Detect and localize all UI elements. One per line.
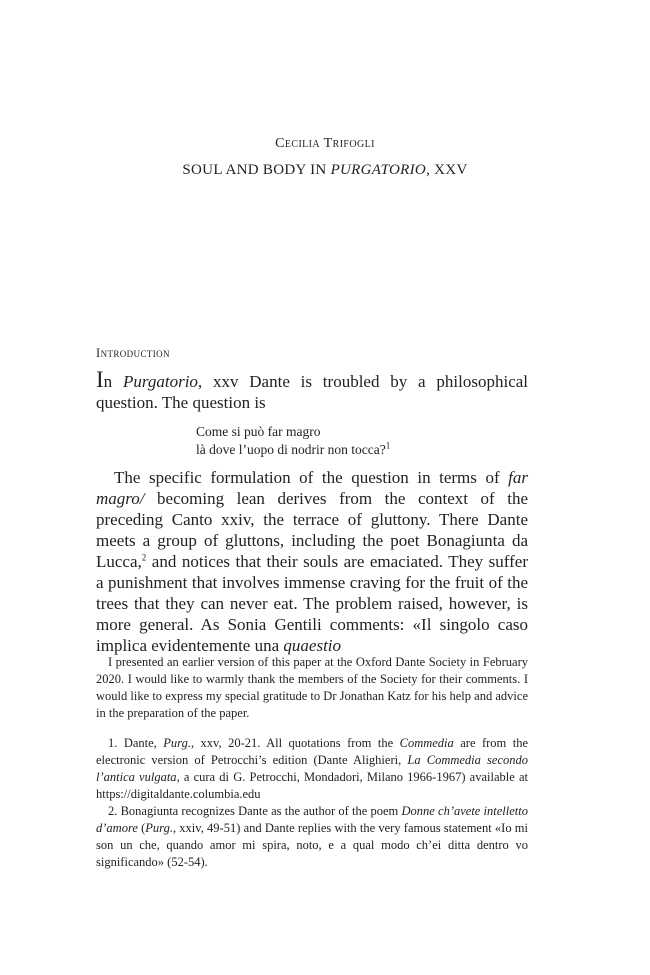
footnote-2 [96, 803, 528, 871]
quote-line-2: là dove l’uopo di nodrir non tocca? [196, 442, 386, 457]
footnote-1-italic-b: Commedia [399, 736, 454, 750]
footnote-ref-1[interactable]: 1 [385, 440, 391, 451]
paragraph-1 [96, 369, 528, 413]
paragraph-2-italic-b: quaestio [283, 636, 342, 655]
paragraph-2-text-b: becoming lean derives from the context of the preceding Canto xxiv, the terrace of gluttony. There Dante meets a group of gluttons, including the poet Bonagiunta da Lucca, [96, 489, 528, 571]
paragraph-1-italic: Purgatorio [122, 372, 198, 391]
footnote-1-italic-a: Purg. [163, 736, 191, 750]
footnote-2-text-c: , xxiv, 49-51) and Dante replies with the very famous statement «Io mi son un che, quando amor mi spira, noto, e a qual modo ch’ei ditta dentro vo significando» (52-54). [96, 821, 528, 869]
title-prefix: SOUL AND BODY IN [182, 162, 331, 178]
acknowledgement-note: I presented an earlier version of this paper at the Oxford Dante Society in February 2020. I would like to warmly thank the members of the Society for their comments. I would like to express my special gratitude to Dr Jonathan Katz for his help and advice in the preparation of the paper. [96, 655, 528, 720]
footnote-1-number: 1. [108, 736, 118, 750]
footnote-2-italic-b: Purg. [145, 821, 173, 835]
title-suffix: , XXV [426, 162, 468, 178]
section-heading: Introduction [96, 346, 170, 360]
footnote-1-text-b: , xxv, 20-21. All quotations from the [190, 736, 400, 750]
footnote-2-number: 2. [108, 804, 118, 818]
footnotes [96, 654, 528, 871]
footnote-1-text-a: Dante, [117, 736, 164, 750]
block-quote [196, 423, 390, 459]
footnote-1 [96, 735, 528, 803]
quote-line-2-wrap [196, 441, 390, 459]
footnote-1-text-d: , a cura di G. Petrocchi, Mondadori, Milano 1966-1967) available at https://digitaldante.columbia.edu [96, 770, 528, 801]
footnote-2-italic-a: Donne ch’avete intelletto d’amore [96, 804, 528, 835]
footnote-gap [96, 722, 528, 735]
drop-cap: I [96, 367, 104, 392]
paragraph-2-italic-a: far magro/ [96, 468, 528, 508]
footnote-2-text-a: Bonagiunta recognizes Dante as the author of the poem [117, 804, 402, 818]
footnote-1-text-c: are from the electronic version of Petrocchi’s edition (Dante Alighieri, [96, 736, 528, 767]
paragraph-1-text-a: n [103, 372, 123, 391]
quote-line-1: Come si può far magro [196, 424, 321, 439]
footnote-ref-2[interactable]: 2 [141, 552, 147, 563]
paragraph-2-text-a: The specific formulation of the question in terms of [114, 468, 509, 487]
paragraph-2 [96, 467, 528, 656]
title-italic: PURGATORIO [330, 162, 427, 178]
paragraph-2-text-c: and notices that their souls are emaciated. They suffer a punishment that involves immense craving for the fruit of the trees that they can never eat. The problem raised, however, is more general. As Sonia Gentili comments: «Il singolo caso implica evidentemente una [96, 552, 528, 655]
footnote-1-italic-c: La Commedia secondo l’antica vulgata [96, 753, 528, 784]
footnote-2-text-b: ( [137, 821, 146, 835]
paper-title [0, 162, 650, 179]
author-name: Cecilia Trifogli [275, 136, 375, 151]
paragraph-1-text-b: , xxv Dante is troubled by a philosophical question. The question is [96, 372, 529, 412]
